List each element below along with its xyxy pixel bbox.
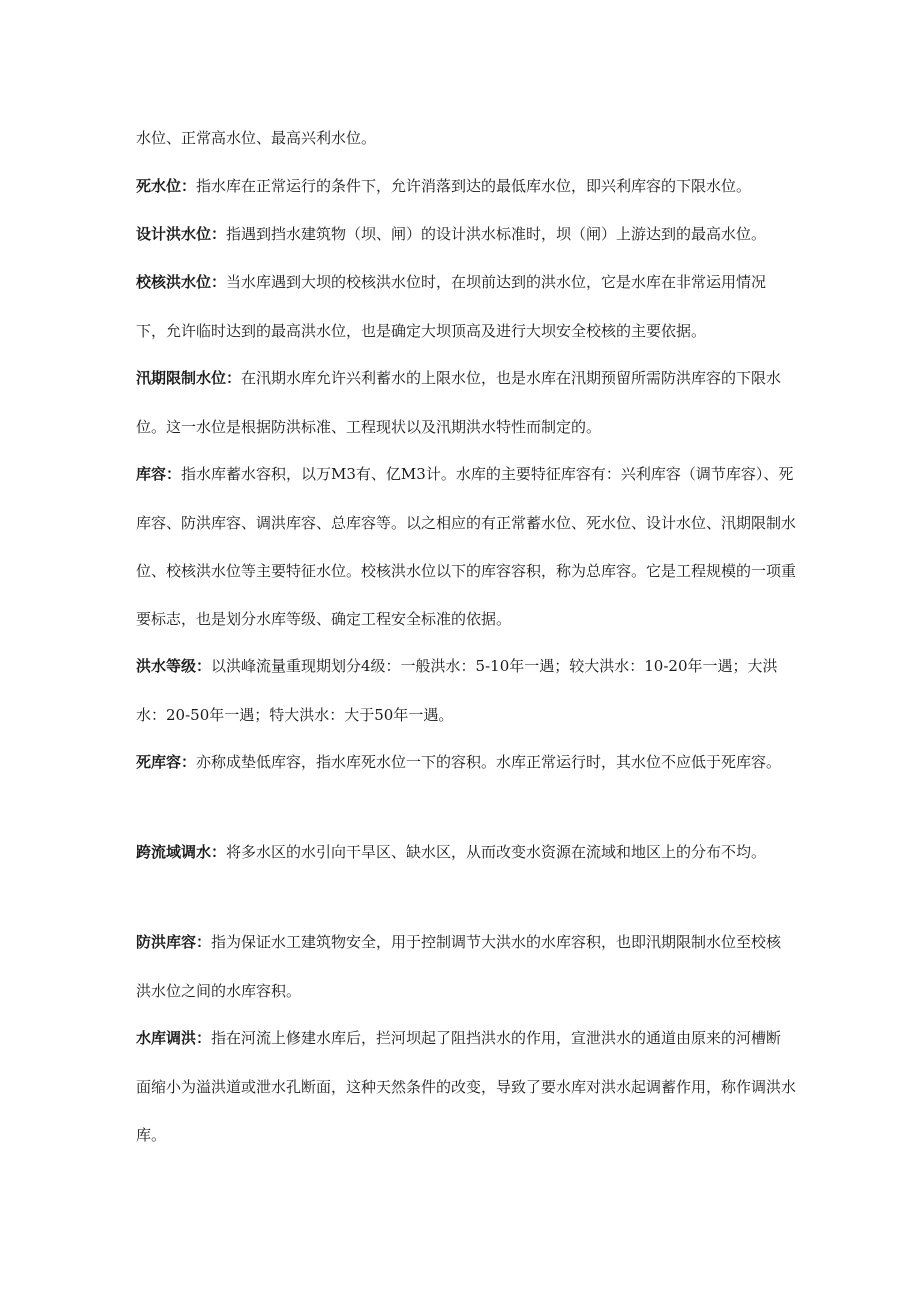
term-reservoir-flood-routing: 水库调洪： [136,1030,212,1047]
paragraph-storage-capacity [136,450,796,643]
term-flood-grade: 洪水等级： [136,658,212,675]
paragraph-design-flood-level [136,210,796,259]
paragraph-reservoir-flood-routing [136,1014,796,1159]
paragraph-text: 指为保证水工建筑物安全，用于控制调节大洪水的水库容积，也即汛期限制水位至校核洪水位之间的水库容积。 [136,933,782,1000]
paragraph-text: 将多水区的水引向干旱区、缺水区，从而改变水资源在流域和地区上的分布不均。 [226,843,767,861]
paragraph-text: 指水库蓄水容积，以万M3有、亿M3计。水库的主要特征库容有：兴利库容（调节库容）、死库容、防洪库容、调洪库容、总库容等。以之相应的有正常蓄水位、死水位、设计水位、汛期限制水位、校核洪水位等主要特征水位。校核洪水位以下的库容容积，称为总库容。它是工程规模的一项重要标志，也是划分水库等级、确定工程安全标准的依据。 [136,465,797,628]
paragraph-dead-storage [136,738,796,787]
paragraph-text: 在汛期水库允许兴利蓄水的上限水位，也是水库在汛期预留所需防洪库容的下限水位。这一水位是根据防洪标准、工程现状以及汛期洪水特性而制定的。 [136,369,782,436]
term-dead-water-level: 死水位： [136,178,197,195]
paragraph-flood-limit-level [136,354,796,451]
term-inter-basin-transfer: 跨流域调水： [136,844,227,861]
paragraph-flood-control-storage [136,918,796,1015]
term-dead-storage: 死库容： [136,754,197,771]
paragraph-water-levels-continued [136,114,796,162]
paragraph-text: 指在河流上修建水库后，拦河坝起了阻挡洪水的作用，宣泄洪水的通道由原来的河槽断面缩小为溢洪道或泄水孔断面，这种天然条件的改变，导致了要水库对洪水起调蓄作用，称作调洪水库。 [136,1029,797,1144]
paragraph-text: 亦称成垫低库容，指水库死水位一下的容积。水库正常运行时，其水位不应低于死库容。 [196,753,782,771]
paragraph-flood-grade [136,642,796,739]
paragraph-check-flood-level [136,258,796,355]
paragraph-dead-water-level [136,162,796,211]
term-storage-capacity: 库容： [136,466,182,483]
paragraph-text: 当水库遇到大坝的校核洪水位时，在坝前达到的洪水位，它是水库在非常运用情况下，允许临时达到的最高洪水位，也是确定大坝顶高及进行大坝安全校核的主要依据。 [136,273,767,340]
term-flood-control-storage: 防洪库容： [136,934,212,951]
paragraph-text: 水位、正常高水位、最高兴利水位。 [136,129,377,147]
paragraph-text: 以洪峰流量重现期划分4级：一般洪水：5-10年一遇；较大洪水：10-20年一遇；大洪水：20-50年一遇；特大洪水：大于50年一遇。 [136,657,778,724]
paragraph-inter-basin-transfer [136,828,796,877]
term-flood-limit-level: 汛期限制水位： [136,370,242,387]
paragraph-text: 指水库在正常运行的条件下，允许消落到达的最低库水位，即兴利库容的下限水位。 [196,177,752,195]
paragraph-text: 指遇到挡水建筑物（坝、闸）的设计洪水标准时，坝（闸）上游达到的最高水位。 [226,225,767,243]
term-design-flood-level: 设计洪水位： [136,226,227,243]
term-check-flood-level: 校核洪水位： [136,274,227,291]
